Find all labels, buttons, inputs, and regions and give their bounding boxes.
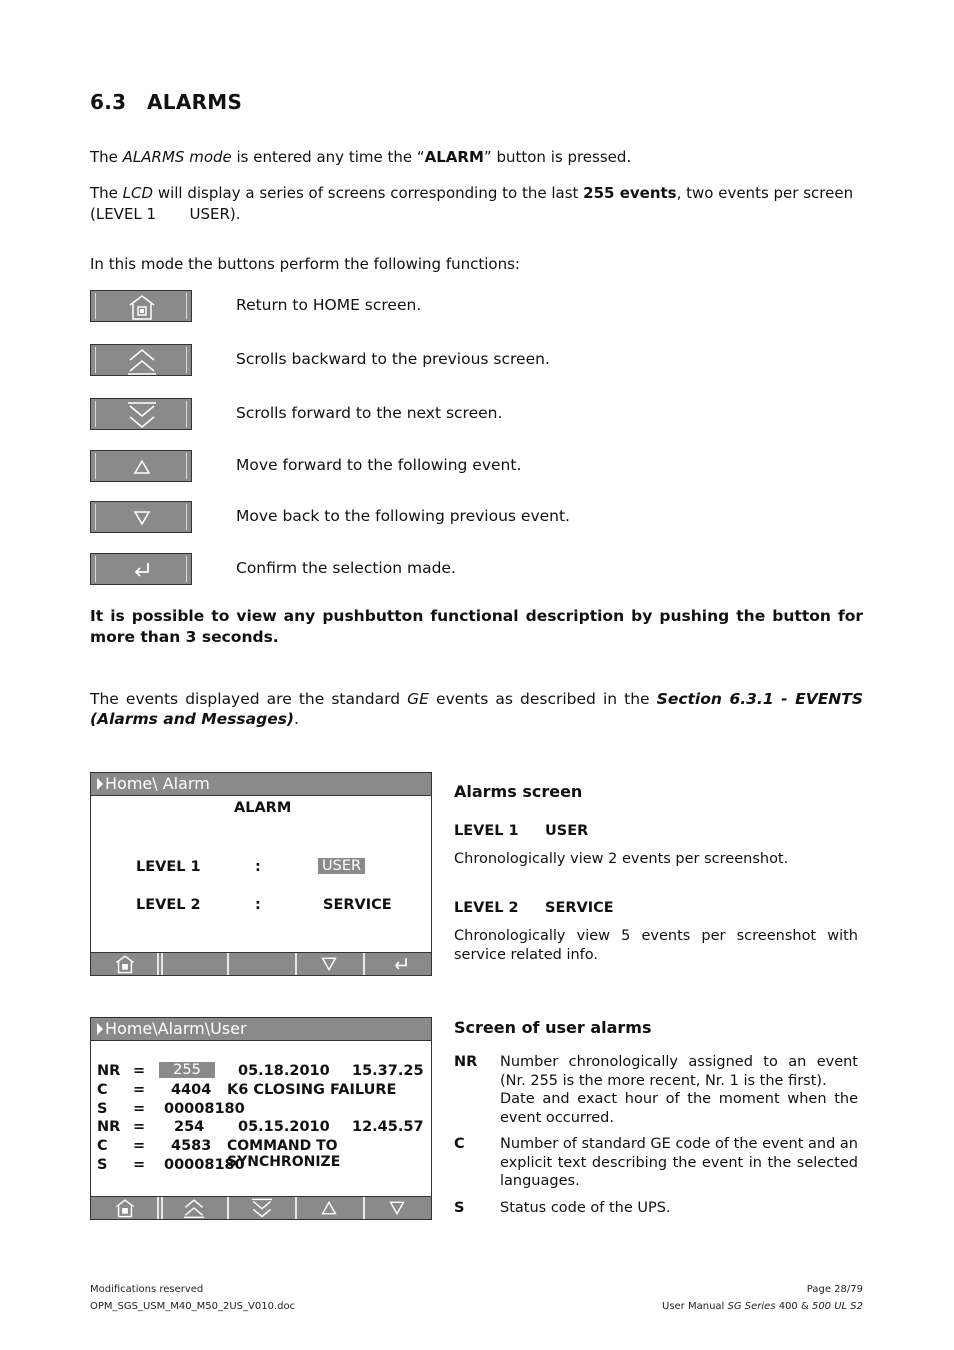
- breadcrumb-arrow-icon: [97, 1023, 103, 1035]
- lcd-title-bar: [91, 773, 431, 796]
- event-time: 15.37.25: [352, 1063, 424, 1079]
- enter-icon: [127, 556, 157, 584]
- home-icon[interactable]: [113, 954, 137, 974]
- section-heading: [90, 90, 242, 114]
- enter-description: Confirm the selection made.: [236, 559, 456, 577]
- bar-divider: [363, 1197, 365, 1219]
- event-status: 00008180: [164, 1157, 245, 1173]
- def-key-s: S: [454, 1200, 465, 1216]
- event-line-eq: =: [133, 1063, 146, 1079]
- side-level-1-description: Chronologically view 2 events per screenshot.: [454, 851, 789, 867]
- def-value-c: Number of standard GE code of the event and an explicit text describing the event in the selected languages.: [500, 1136, 858, 1189]
- lcd-breadcrumb: Home\Alarm\User: [105, 1019, 247, 1038]
- side-level-2-description: Chronologically view 5 events per screenshot with service related info.: [454, 928, 858, 963]
- section-number: 6.3: [90, 90, 127, 114]
- intro-paragraph-1: The ALARMS mode is entered any time the “ALARM” button is pressed.: [90, 148, 632, 166]
- def-nr-line-2: Date and exact hour of the moment when the event occurred.: [500, 1091, 858, 1126]
- event-description: COMMAND TO SYNCHRONIZE: [227, 1138, 341, 1170]
- footer-modifications: Modifications reserved: [90, 1284, 204, 1295]
- event-line-key: NR: [97, 1119, 121, 1135]
- side-level-1-value: USER: [545, 823, 589, 839]
- event-up-description: Move forward to the following event.: [236, 456, 522, 474]
- bar-divider: [295, 1197, 297, 1219]
- alarm-lcd-screen: [90, 772, 432, 976]
- def-value-s: Status code of the UPS.: [500, 1200, 671, 1216]
- double-down-icon: [127, 401, 157, 429]
- event-code: 4583: [171, 1138, 212, 1154]
- def-nr-line-1: Number chronologically assigned to an event (Nr. 255 is the more recent, Nr. 1 is the first).: [500, 1054, 858, 1089]
- lcd-heading: ALARM: [234, 800, 292, 816]
- side-level-1-label: LEVEL 1: [454, 823, 519, 839]
- bar-divider: [161, 953, 163, 975]
- def-key-nr: NR: [454, 1054, 478, 1070]
- double-up-icon: [127, 347, 157, 375]
- lcd-title-bar: [91, 1018, 431, 1041]
- footer-page-number: Page 28/79: [806, 1284, 863, 1295]
- level-1-option[interactable]: [318, 858, 365, 874]
- bar-divider: [295, 953, 297, 975]
- enter-icon[interactable]: [389, 954, 413, 974]
- event-line-key: S: [97, 1157, 108, 1173]
- breadcrumb-arrow-icon: [97, 778, 103, 790]
- enter-button[interactable]: [90, 553, 192, 585]
- footer-filename: OPM_SGS_USM_M40_M50_2US_V010.doc: [90, 1301, 296, 1312]
- event-number-selected[interactable]: 255: [159, 1062, 215, 1078]
- event-code: 4404: [171, 1082, 212, 1098]
- event-line-key: S: [97, 1101, 108, 1117]
- double-down-icon[interactable]: [247, 1198, 277, 1218]
- bar-divider: [363, 953, 365, 975]
- level-2-value[interactable]: SERVICE: [323, 897, 392, 913]
- event-line-eq: =: [133, 1101, 146, 1117]
- level-1-value: USER: [318, 858, 365, 874]
- bar-divider: [157, 953, 159, 975]
- event-date: 05.15.2010: [238, 1119, 330, 1135]
- event-line-key: NR: [97, 1063, 121, 1079]
- level-2-label: LEVEL 2: [136, 897, 201, 913]
- triangle-down-icon[interactable]: [317, 954, 341, 974]
- intro-paragraph-3: In this mode the buttons perform the following functions:: [90, 255, 520, 273]
- event-line-eq: =: [133, 1157, 146, 1173]
- pushbutton-note: It is possible to view any pushbutton functional description by pushing the button for more than 3 seconds.: [90, 607, 863, 646]
- intro-paragraph-2-line-2: (LEVEL 1 USER).: [90, 205, 241, 223]
- user-alarms-lcd-screen: [90, 1017, 432, 1220]
- events-paragraph: The events displayed are the standard GE events as described in the Section 6.3.1 - EVENTS (Alarms and Messages).: [90, 690, 864, 728]
- def-value-nr: [500, 1053, 858, 1127]
- lcd-button-bar: [91, 952, 431, 975]
- scroll-forward-description: Scrolls forward to the next screen.: [236, 404, 503, 422]
- event-date: 05.18.2010: [238, 1063, 330, 1079]
- lcd-breadcrumb: Home\ Alarm: [105, 774, 210, 793]
- bar-divider: [227, 1197, 229, 1219]
- side-level-2-label: LEVEL 2: [454, 900, 519, 916]
- event-up-button[interactable]: [90, 450, 192, 482]
- scroll-forward-button[interactable]: [90, 398, 192, 430]
- level-2-separator: :: [255, 897, 261, 913]
- bar-divider: [161, 1197, 163, 1219]
- double-up-icon[interactable]: [179, 1198, 209, 1218]
- user-alarms-heading: Screen of user alarms: [454, 1018, 652, 1037]
- home-button-description: Return to HOME screen.: [236, 296, 422, 314]
- event-down-button[interactable]: [90, 501, 192, 533]
- bar-divider: [157, 1197, 159, 1219]
- event-line-eq: =: [133, 1082, 146, 1098]
- event-line-eq: =: [133, 1119, 146, 1135]
- home-icon: [127, 293, 157, 321]
- triangle-up-icon[interactable]: [317, 1198, 341, 1218]
- event-line-eq: =: [133, 1138, 146, 1154]
- scroll-back-button[interactable]: [90, 344, 192, 376]
- home-icon[interactable]: [113, 1198, 137, 1218]
- bar-divider: [227, 953, 229, 975]
- event-line-key: C: [97, 1138, 108, 1154]
- triangle-down-icon: [127, 504, 157, 532]
- event-description: K6 CLOSING FAILURE: [227, 1082, 397, 1098]
- home-button[interactable]: [90, 290, 192, 322]
- intro-paragraph-2: The LCD will display a series of screens corresponding to the last 255 events, two events per screen: [90, 184, 854, 202]
- event-time: 12.45.57: [352, 1119, 424, 1135]
- footer-manual-title: User Manual SG Series 400 & 500 UL S2: [662, 1301, 863, 1312]
- lcd-button-bar: [91, 1196, 431, 1219]
- def-key-c: C: [454, 1136, 465, 1152]
- level-1-label: LEVEL 1: [136, 859, 201, 875]
- section-title: ALARMS: [147, 90, 243, 114]
- side-level-2-value: SERVICE: [545, 900, 614, 916]
- triangle-down-icon[interactable]: [385, 1198, 409, 1218]
- event-down-description: Move back to the following previous event.: [236, 507, 570, 525]
- triangle-up-icon: [127, 453, 157, 481]
- scroll-back-description: Scrolls backward to the previous screen.: [236, 350, 550, 368]
- alarms-screen-heading: Alarms screen: [454, 782, 583, 801]
- event-number: 254: [174, 1119, 205, 1135]
- level-1-separator: :: [255, 859, 261, 875]
- event-line-key: C: [97, 1082, 108, 1098]
- event-status: 00008180: [164, 1101, 245, 1117]
